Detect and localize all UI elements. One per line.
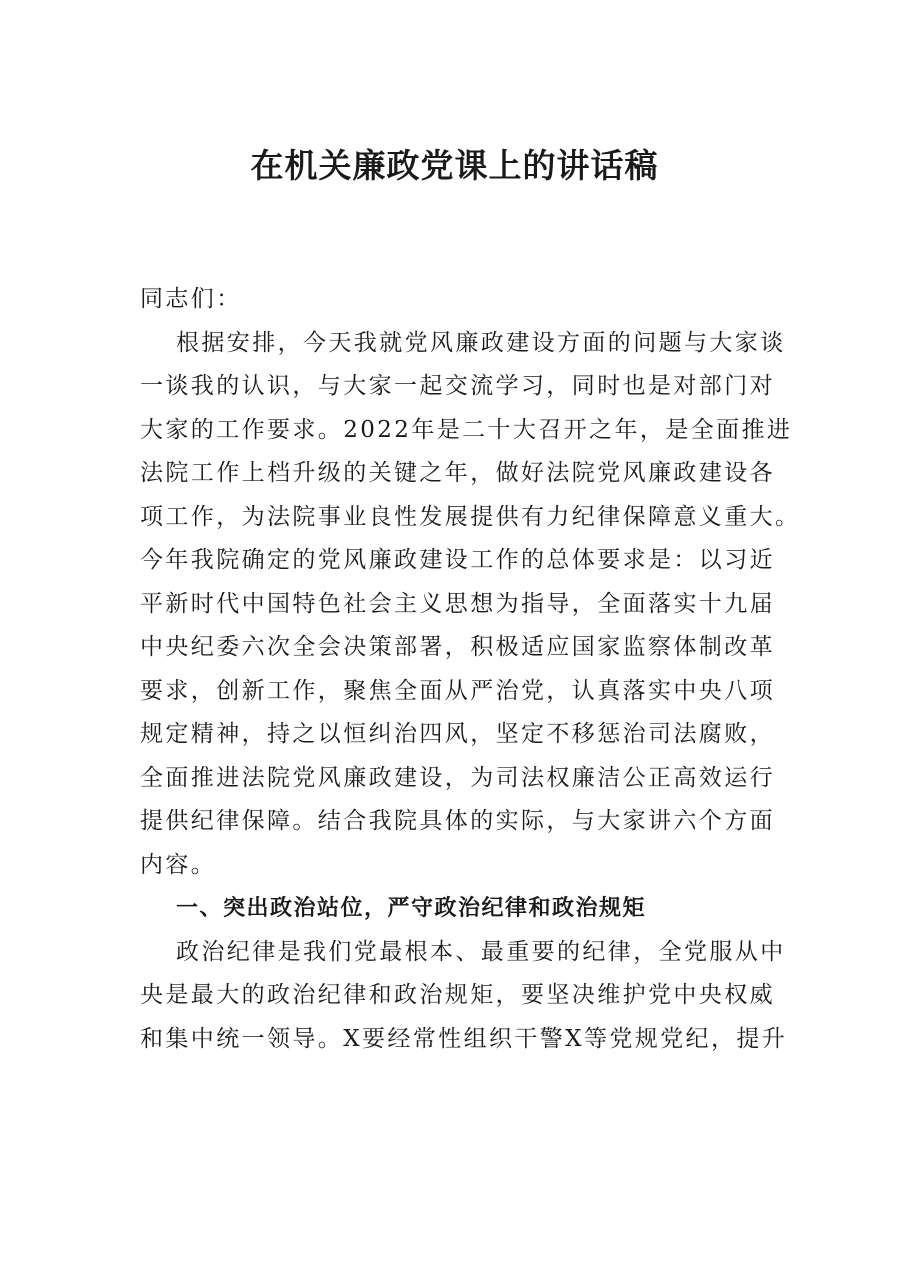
document-body (140, 278, 801, 1061)
paragraph-line: 法院工作上档升级的关键之年，做好法院党风廉政建设各 (140, 460, 775, 486)
paragraph-line: 要求，创新工作，聚焦全面从严治党，认真落实中央八项 (140, 677, 775, 704)
paragraph-line: 中央纪委六次全会决策部署，积极适应国家监察体制改革 (140, 634, 775, 660)
paragraph-line: 大家的工作要求。2022年是二十大召开之年，是全面推进 (140, 416, 793, 443)
paragraph-line: 内容。 (140, 851, 217, 878)
paragraph-line: 规定精神，持之以恒纠治四风，坚定不移惩治司法腐败， (140, 721, 775, 747)
paragraph-line: 政治纪律是我们党最根本、最重要的纪律，全党服从中 (176, 938, 786, 965)
paragraph-line: 提供纪律保障。结合我院具体的实际，与大家讲六个方面 (140, 808, 775, 834)
salutation: 同志们： (140, 286, 242, 312)
paragraph-line: 今年我院确定的党风廉政建设工作的总体要求是：以习近 (140, 547, 775, 573)
document-title: 在机关廉政党课上的讲话稿 (250, 146, 659, 185)
paragraph-line: 全面推进法院党风廉政建设，为司法权廉洁公正高效运行 (140, 764, 775, 791)
paragraph-line: 一谈我的认识，与大家一起交流学习，同时也是对部门对 (140, 373, 775, 399)
paragraph-line: 央是最大的政治纪律和政治规矩，要坚决维护党中央权威 (140, 982, 775, 1008)
section-heading: 一、突出政治站位，严守政治纪律和政治规矩 (176, 896, 647, 921)
paragraph-line: 项工作，为法院事业良性发展提供有力纪律保障意义重大。 (140, 503, 801, 530)
paragraph-line: 和集中统一领导。X要经常性组织干警X等党规党纪，提升 (140, 1025, 788, 1052)
paragraph-line: 根据安排，今天我就党风廉政建设方面的问题与大家谈 (176, 329, 786, 356)
paragraph-line: 平新时代中国特色社会主义思想为指导，全面落实十九届 (140, 590, 775, 617)
